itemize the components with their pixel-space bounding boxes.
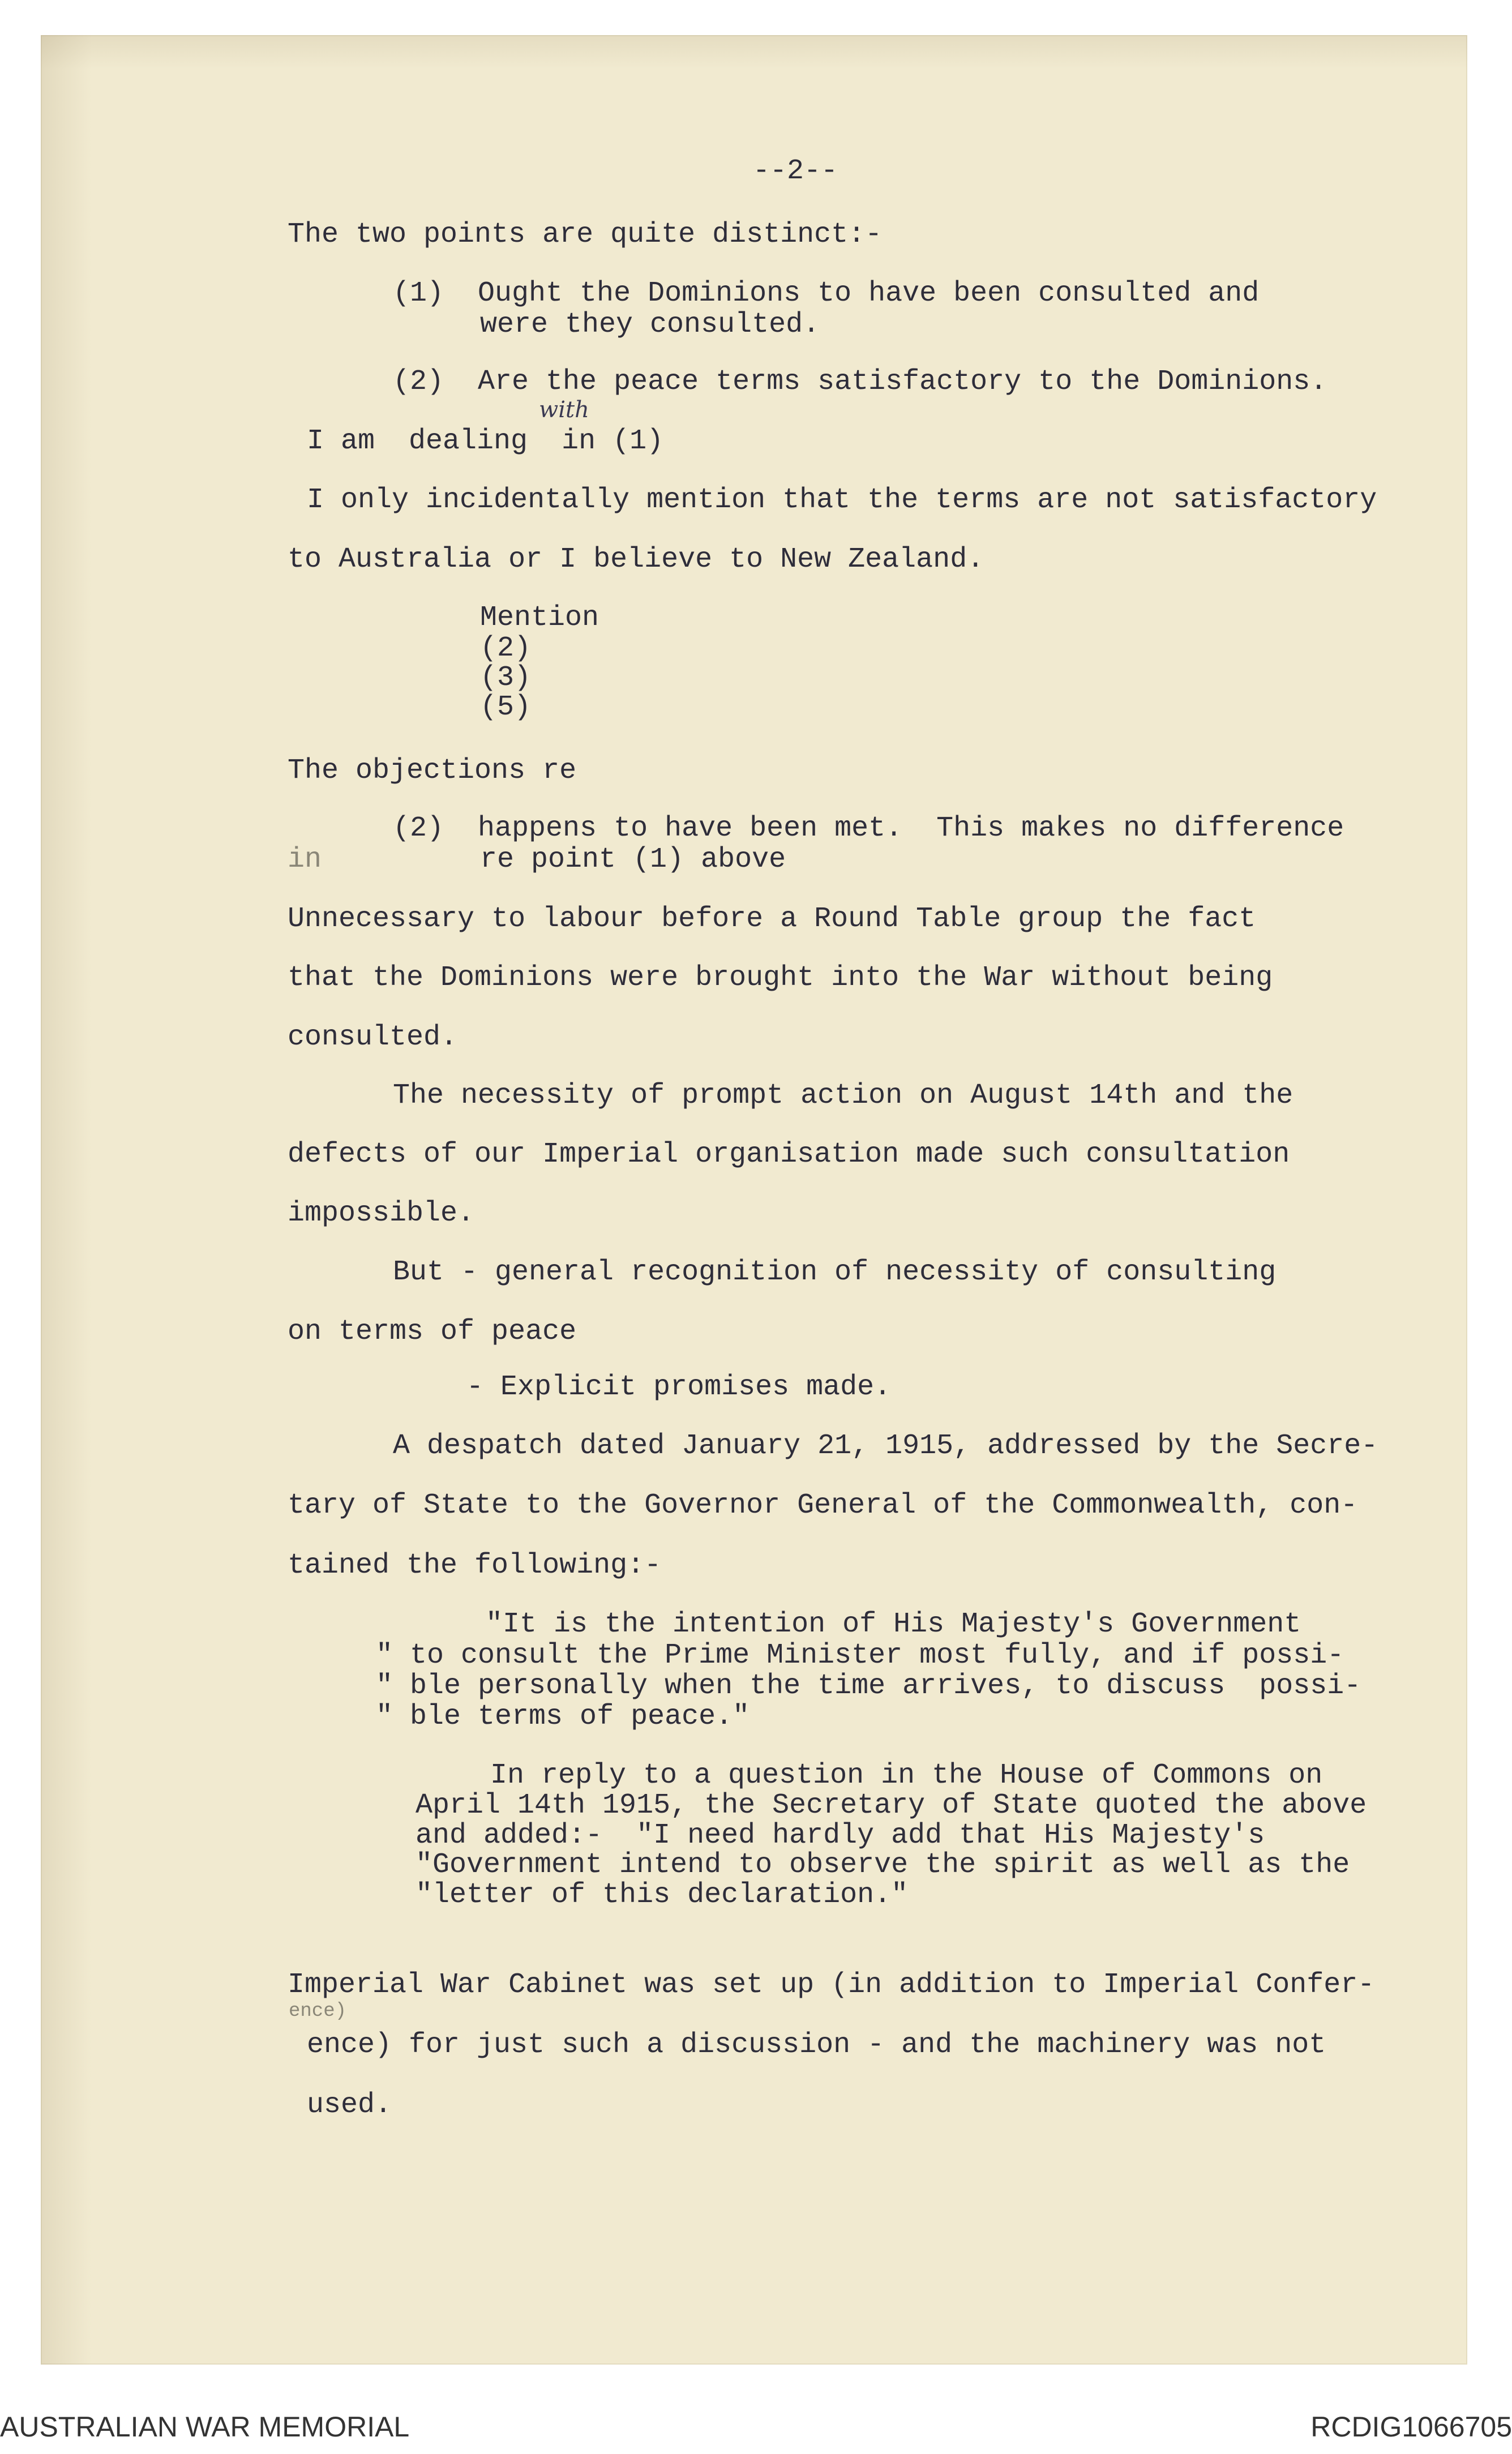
text-line: consulted. [288,1021,458,1053]
text-line: But - general recognition of necessity of consulting [393,1256,1277,1288]
page-number: --2-- [753,155,838,187]
text-line: re point (1) above [480,843,786,876]
text-line: A despatch dated January 21, 1915, addressed by the Secre- [393,1430,1378,1462]
document-page [41,35,1467,2365]
footer-right-id: RCDIG1066705 [1310,2411,1512,2443]
quoted-text-line: " ble terms of peace." [376,1701,750,1733]
text-line: "Government intend to observe the spirit as well as the [416,1849,1350,1881]
text-line: tary of State to the Governor General of the Commonwealth, con- [288,1489,1358,1522]
handwritten-correction: with [539,397,589,423]
text-line: defects of our Imperial organisation made such consultation [288,1138,1290,1171]
text-line: impossible. [288,1197,475,1230]
text-line: (2) [480,632,532,665]
text-line: Imperial War Cabinet was set up (in addition to Imperial Confer- [288,1969,1375,2001]
text-line: used. [307,2089,392,2121]
footer-left-credit: AUSTRALIAN WAR MEMORIAL [0,2411,410,2443]
text-line: The necessity of prompt action on August 14th and the [393,1080,1293,1112]
text-line: tained the following:- [288,1549,662,1582]
text-line: and added:- "I need hardly add that His Majesty's [416,1819,1265,1852]
text-line: (1) Ought the Dominions to have been consulted and [393,277,1260,310]
text-line: The objections re [288,755,577,787]
text-line: I only incidentally mention that the terms are not satisfactory [307,484,1377,516]
text-line: I am dealing in (1) [307,425,664,457]
quoted-text-line: "It is the intention of His Majesty's Government [486,1608,1301,1641]
text-line: (2) Are the peace terms satisfactory to the Dominions. [393,366,1327,398]
text-line: - Explicit promises made. [466,1371,892,1403]
text-line: "letter of this declaration." [416,1879,909,1911]
quoted-text-line: " ble personally when the time arrives, to discuss possi- [376,1670,1361,1702]
margin-note: in [288,843,322,876]
text-line: (2) happens to have been met. This makes no difference [393,812,1344,845]
text-line: April 14th 1915, the Secretary of State quoted the above [416,1789,1367,1822]
text-line: that the Dominions were brought into the War without being [288,962,1273,994]
text-line: to Australia or I believe to New Zealand. [288,543,984,576]
text-line: on terms of peace [288,1316,577,1348]
text-line: The two points are quite distinct:- [288,219,883,251]
typed-text-body [41,35,1467,2365]
text-line: ence) for just such a discussion - and the machinery was not [307,2029,1326,2061]
text-line: Mention [480,602,599,634]
text-line: were they consulted. [480,309,820,341]
margin-note: ence) [289,2001,347,2022]
text-line: In reply to a question in the House of Commons on [490,1759,1323,1792]
text-line: (5) [480,691,532,723]
text-line: Unnecessary to labour before a Round Table group the fact [288,903,1256,935]
text-line: (3) [480,662,532,694]
quoted-text-line: " to consult the Prime Minister most fully, and if possi- [376,1639,1344,1672]
